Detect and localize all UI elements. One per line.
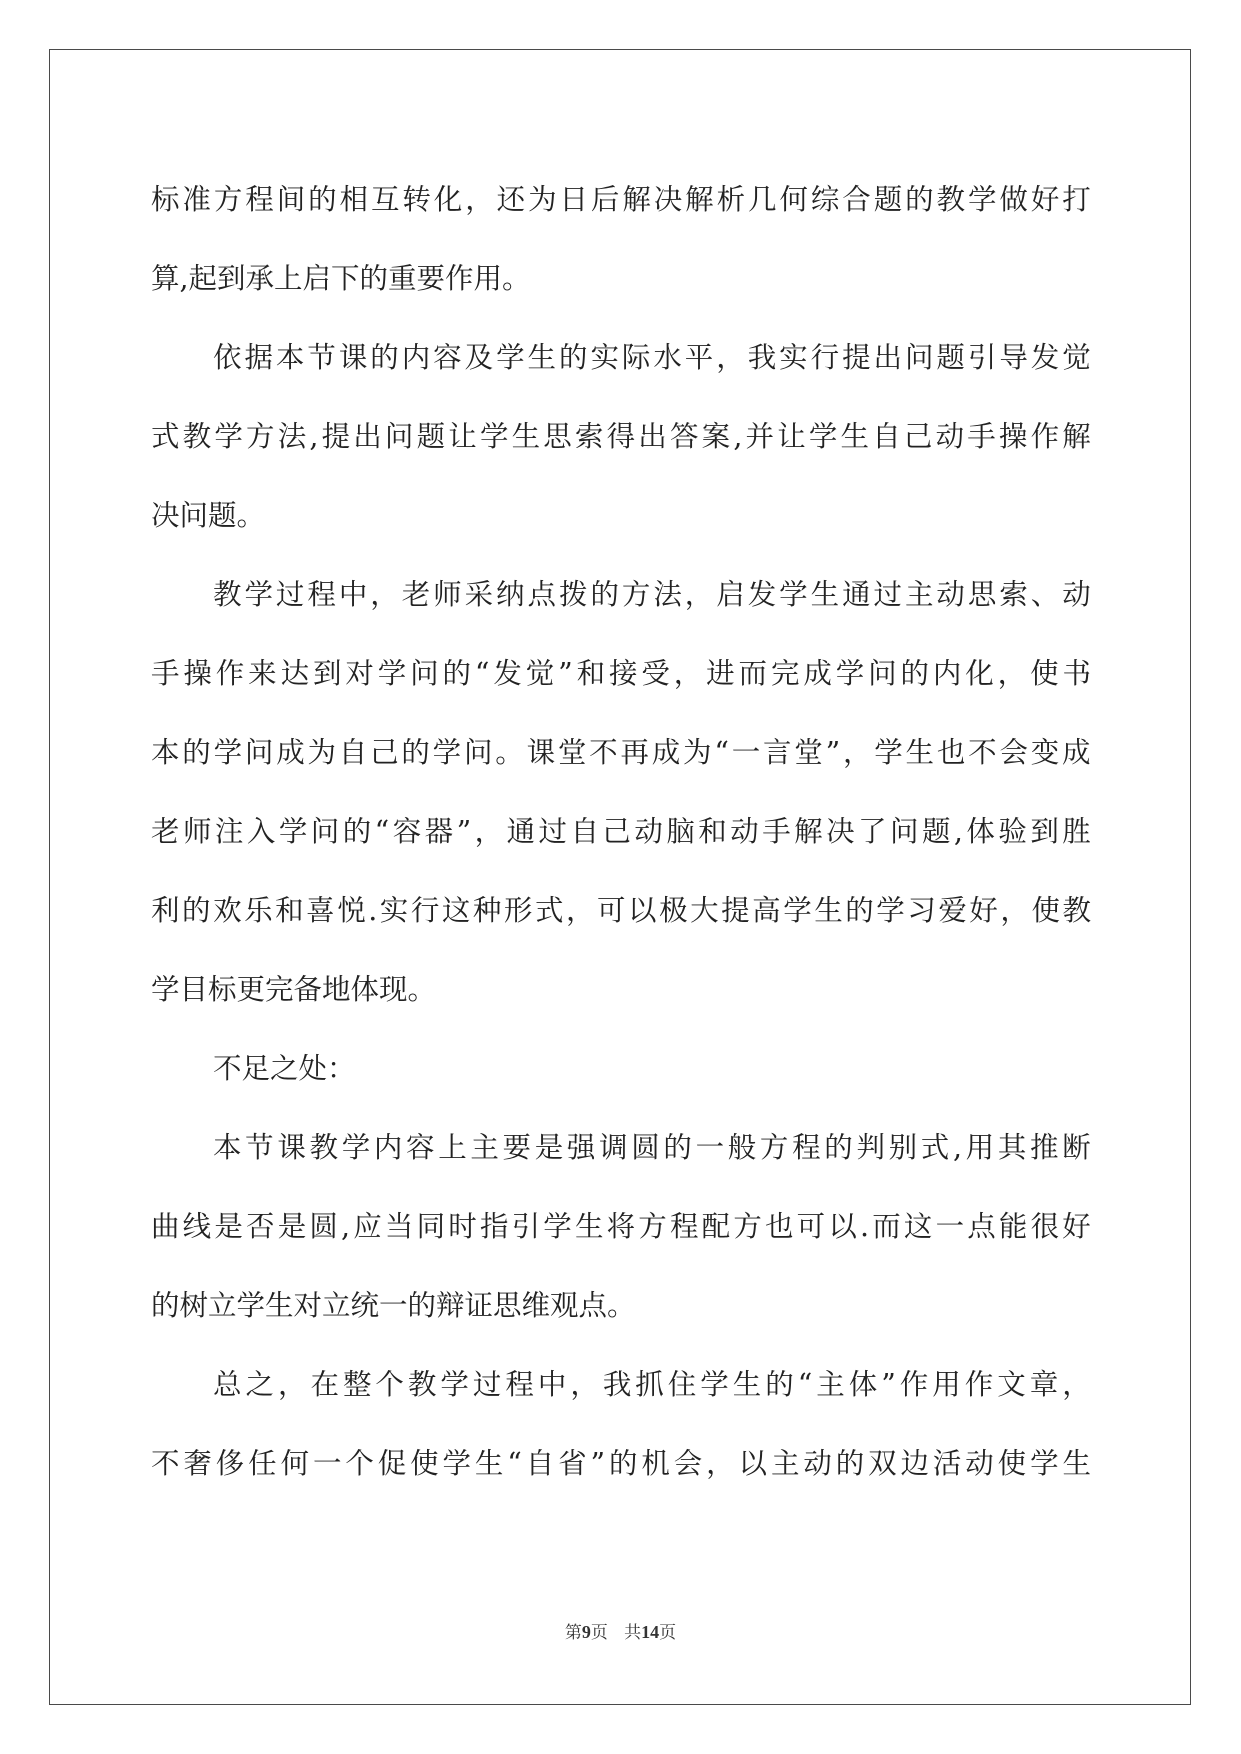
- text-line: 算,起到承上启下的重要作用。: [151, 262, 531, 295]
- text-line: 依 据 本 节 课 的 内 容 及 学 生 的 实 际 水 平 ， 我 实 行 提 出 问 题 引 导 发 觉: [213, 341, 1091, 374]
- footer-page-suffix: 页: [590, 1623, 608, 1643]
- body-text: [151, 160, 1091, 1503]
- page-footer: [0, 1618, 1241, 1643]
- text-line: 总 之 ， 在 整 个 教 学 过 程 中 ， 我 抓 住 学 生 的 “ 主 体 ” 作 用 作 文 章 ，: [213, 1368, 1091, 1401]
- text-line: 曲 线 是 否 是 圆 , 应 当 同 时 指 引 学 生 将 方 程 配 方 也 可 以 . 而 这 一 点 能 很 好: [151, 1210, 1091, 1243]
- text-line: 不足之处：: [213, 1052, 356, 1085]
- text-line: 手 操 作 来 达 到 对 学 问 的 “ 发 觉 ” 和 接 受 ， 进 而 完 成 学 问 的 内 化 ， 使 书: [151, 657, 1091, 690]
- text-line: 的树立学生对立统一的辩证思维观点。: [151, 1289, 636, 1322]
- footer-prefix: 第: [564, 1623, 582, 1643]
- text-line: 学目标更完备地体现。: [151, 973, 437, 1006]
- footer-total-prefix: 共: [624, 1623, 642, 1643]
- text-line: 标 准 方 程 间 的 相 互 转 化 ， 还 为 日 后 解 决 解 析 几 何 综 合 题 的 教 学 做 好 打: [151, 183, 1091, 216]
- text-line: 式 教 学 方 法 , 提 出 问 题 让 学 生 思 索 得 出 答 案 , 并 让 学 生 自 己 动 手 操 作 解: [151, 420, 1091, 453]
- text-line: 不 奢 侈 任 何 一 个 促 使 学 生 “ 自 省 ” 的 机 会 ， 以 主 动 的 双 边 活 动 使 学 生: [151, 1447, 1091, 1480]
- footer-total-suffix: 页: [659, 1623, 677, 1643]
- text-line: 决问题。: [151, 499, 266, 532]
- text-line: 利 的 欢 乐 和 喜 悦 . 实 行 这 种 形 式 ， 可 以 极 大 提 高 学 生 的 学 习 爱 好 ， 使 教: [151, 894, 1091, 927]
- text-line: 老 师 注 入 学 问 的 “ 容 器 ” ， 通 过 自 己 动 脑 和 动 手 解 决 了 问 题 , 体 验 到 胜: [151, 815, 1091, 848]
- text-line: 教 学 过 程 中 ， 老 师 采 纳 点 拨 的 方 法 ， 启 发 学 生 通 过 主 动 思 索 、 动: [213, 578, 1091, 611]
- text-line: 本 节 课 教 学 内 容 上 主 要 是 强 调 圆 的 一 般 方 程 的 判 别 式 , 用 其 推 断: [213, 1131, 1091, 1164]
- text-line: 本 的 学 问 成 为 自 己 的 学 问 。 课 堂 不 再 成 为 “ 一 言 堂 ” ， 学 生 也 不 会 变 成: [151, 736, 1091, 769]
- footer-total-pages: 14: [641, 1622, 660, 1642]
- footer-page-number: 9: [581, 1622, 591, 1642]
